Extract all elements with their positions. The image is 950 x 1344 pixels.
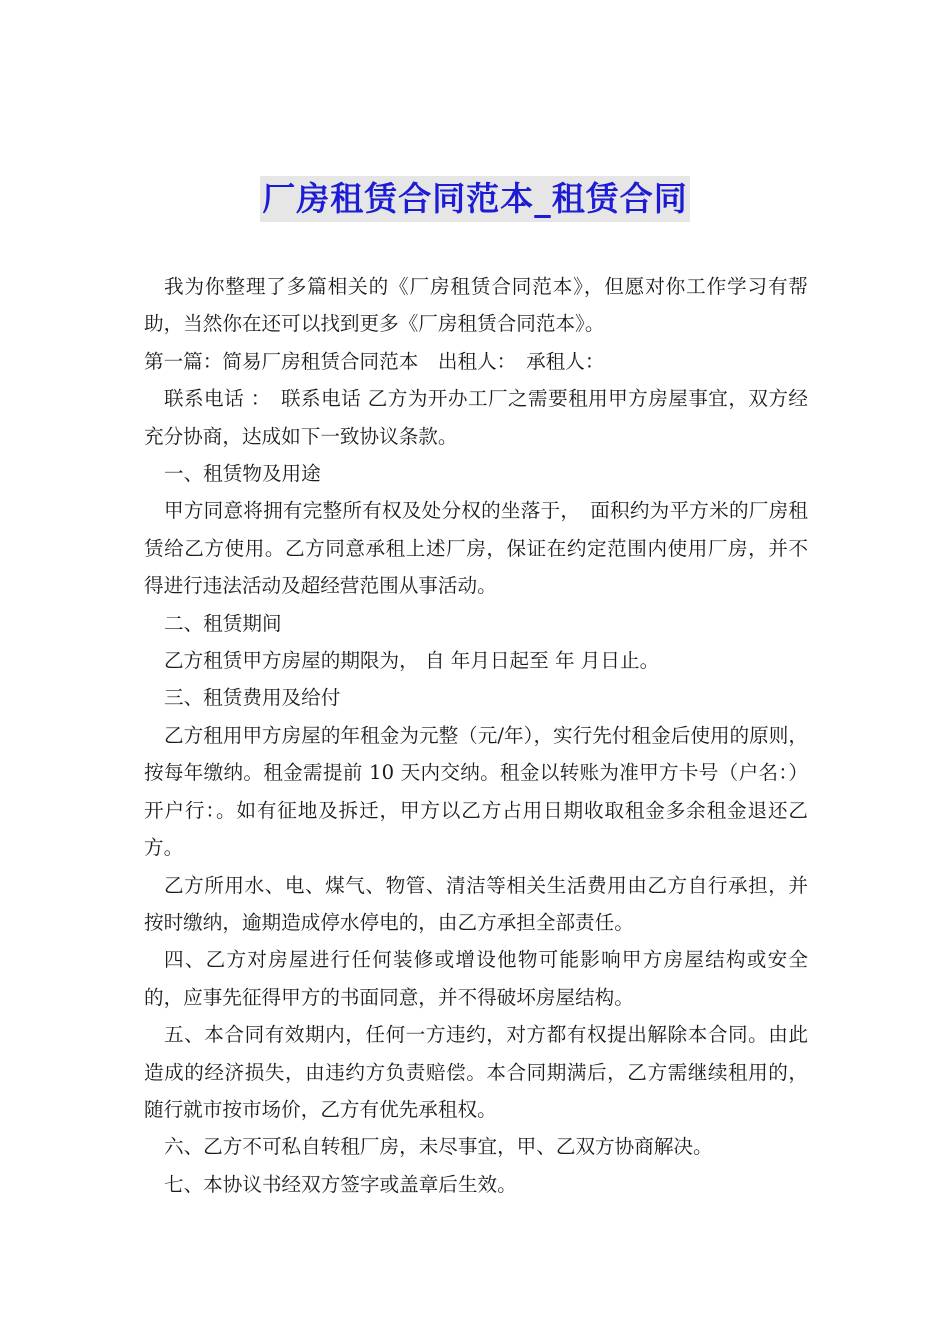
clause-1-paragraph: 甲方同意将拥有完整所有权及处分权的坐落于， 面积约为平方米的厂房租赁给乙方使用。乙方同意承租上述厂房，保证在约定范围内使用厂房，并不得进行违法活动及超经营范围从事活动。 — [144, 499, 808, 598]
clause-4-paragraph: 四、乙方对房屋进行任何装修或增设他物可能影响甲方房屋结构或安全的，应事先征得甲方的书面同意，并不得破坏房屋结构。 — [144, 948, 808, 1009]
document-body — [144, 268, 808, 1203]
clause-heading-3: 三、租赁费用及给付 — [164, 686, 341, 710]
clause-3-paragraph: 乙方租用甲方房屋的年租金为元整（元/年），实行先付租金后使用的原则，按每年缴纳。租金需提前 10 天内交纳。租金以转账为准甲方卡号（户名：）开户行：。如有征地及拆迁，甲方以乙方占用日期收取租金多余租金退还乙方。 — [144, 723, 808, 860]
clause-2-paragraph: 乙方租赁甲方房屋的期限为， 自 年月日起至 年 月日止。 — [164, 649, 660, 673]
clause-heading-2: 二、租赁期间 — [164, 611, 282, 635]
clause-6-paragraph: 六、乙方不可私自转租厂房，未尽事宜，甲、乙双方协商解决。 — [164, 1135, 713, 1159]
contact-paragraph: 联系电话 ： 联系电话 乙方为开办工厂之需要租用甲方房屋事宜，双方经充分协商，达成如下一致协议条款。 — [144, 387, 808, 448]
clause-7-paragraph: 七、本协议书经双方签字或盖章后生效。 — [164, 1172, 517, 1196]
utilities-paragraph: 乙方所用水、电、煤气、物管、清洁等相关生活费用由乙方自行承担，并按时缴纳，逾期造成停水停电的，由乙方承担全部责任。 — [144, 873, 808, 934]
clause-5-paragraph: 五、本合同有效期内，任何一方违约，对方都有权提出解除本合同。由此造成的经济损失，由违约方负责赔偿。本合同期满后，乙方需继续租用的，随行就市按市场价，乙方有优先承租权。 — [144, 1023, 808, 1121]
clause-heading-1: 一、租赁物及用途 — [164, 462, 321, 486]
intro-paragraph: 我为你整理了多篇相关的《厂房租赁合同范本》，但愿对你工作学习有帮助，当然你在还可以找到更多《厂房租赁合同范本》。 — [144, 275, 808, 336]
section-heading-part-one: 第一篇：简易厂房租赁合同范本 出租人： 承租人： — [144, 349, 605, 373]
title-container — [0, 176, 950, 222]
document-title: 厂房租赁合同范本_租赁合同 — [260, 176, 690, 222]
